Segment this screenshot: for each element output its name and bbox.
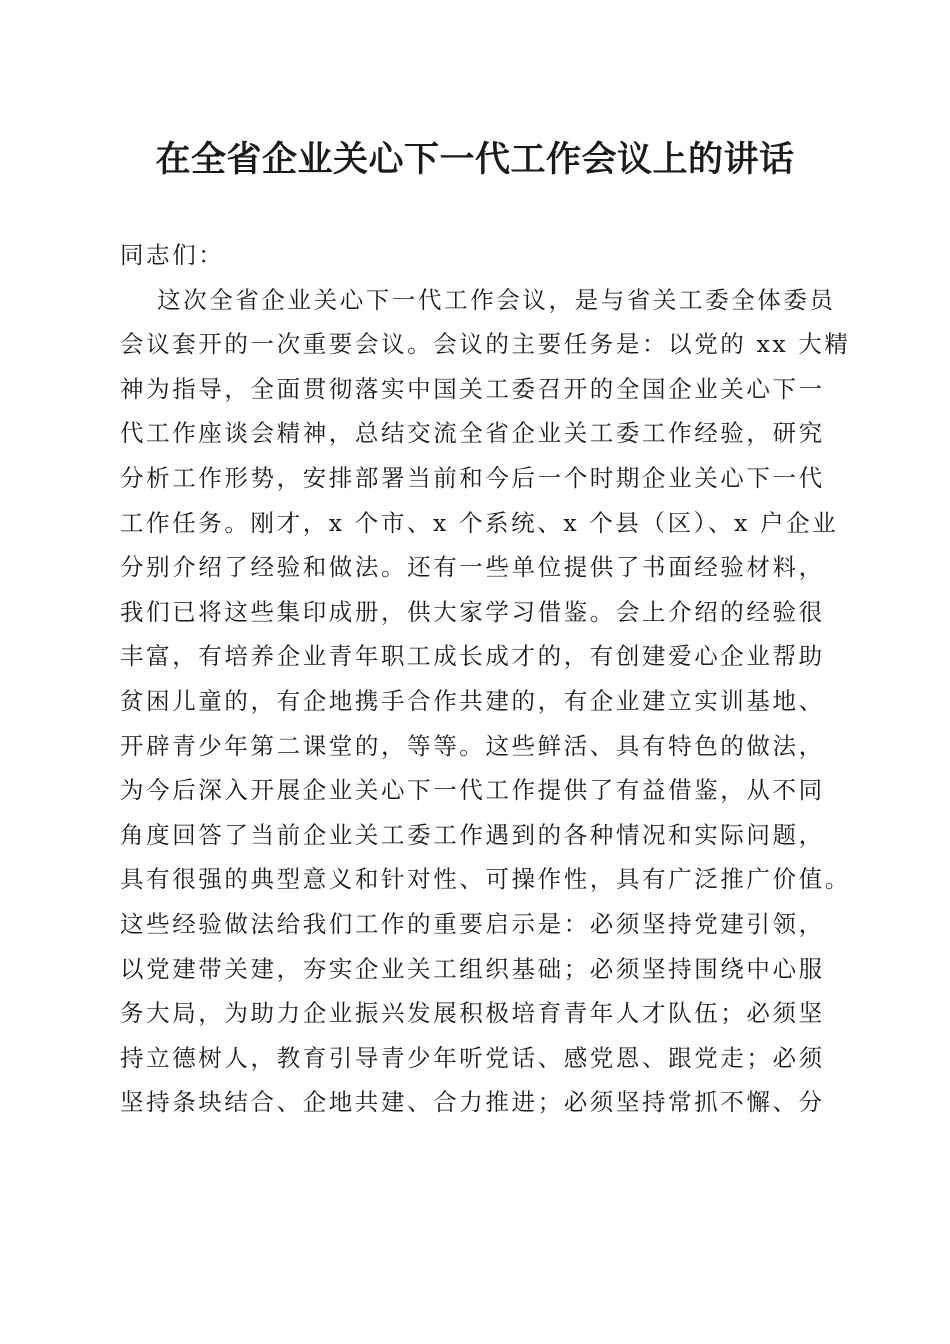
paragraph-line: 丰富，有培养企业青年职工成长成才的，有创建爱心企业帮助 xyxy=(120,642,825,671)
paragraph-line: 代工作座谈会精神，总结交流全省企业关工委工作经验，研究 xyxy=(120,419,825,448)
salutation: 同志们： xyxy=(120,241,225,269)
paragraph-line: 会议套开的一次重要会议。会议的主要任务是：以党的 xx 大精 xyxy=(120,330,851,359)
paragraph-line: 这次全省企业关心下一代工作会议，是与省关工委全体委员 xyxy=(157,285,836,314)
paragraph-line: 以党建带关建，夯实企业关工组织基础；必须坚持围绕中心服 xyxy=(120,954,825,983)
document-title: 在全省企业关心下一代工作会议上的讲话 xyxy=(155,139,795,180)
paragraph-line: 分析工作形势，安排部署当前和今后一个时期企业关心下一代 xyxy=(120,463,825,492)
paragraph-line: 为今后深入开展企业关心下一代工作提供了有益借鉴，从不同 xyxy=(120,776,825,805)
paragraph-line: 贫困儿童的，有企地携手合作共建的，有企业建立实训基地、 xyxy=(120,686,825,715)
paragraph-line: 分别介绍了经验和做法。还有一些单位提供了书面经验材料， xyxy=(120,553,825,582)
paragraph-line: 务大局，为助力企业振兴发展积极培育青年人才队伍；必须坚 xyxy=(120,999,825,1028)
paragraph-line: 神为指导，全面贯彻落实中国关工委召开的全国企业关心下一 xyxy=(120,374,825,403)
paragraph-line: 我们已将这些集印成册，供大家学习借鉴。会上介绍的经验很 xyxy=(120,597,825,626)
paragraph-line: 工作任务。刚才，x 个市、x 个系统、x 个县（区）、x 户企业 xyxy=(120,508,839,537)
paragraph-line: 持立德树人，教育引导青少年听党话、感党恩、跟党走；必须 xyxy=(120,1043,825,1072)
paragraph-line: 开辟青少年第二课堂的，等等。这些鲜活、具有特色的做法， xyxy=(120,731,825,760)
paragraph-line: 角度回答了当前企业关工委工作遇到的各种情况和实际问题， xyxy=(120,820,825,849)
document-body xyxy=(120,233,851,1125)
paragraph-line: 这些经验做法给我们工作的重要启示是：必须坚持党建引领， xyxy=(120,909,825,938)
paragraph-line: 坚持条块结合、企地共建、合力推进；必须坚持常抓不懈、分 xyxy=(120,1088,825,1117)
paragraph-line: 具有很强的典型意义和针对性、可操作性，具有广泛推广价值。 xyxy=(120,865,851,894)
